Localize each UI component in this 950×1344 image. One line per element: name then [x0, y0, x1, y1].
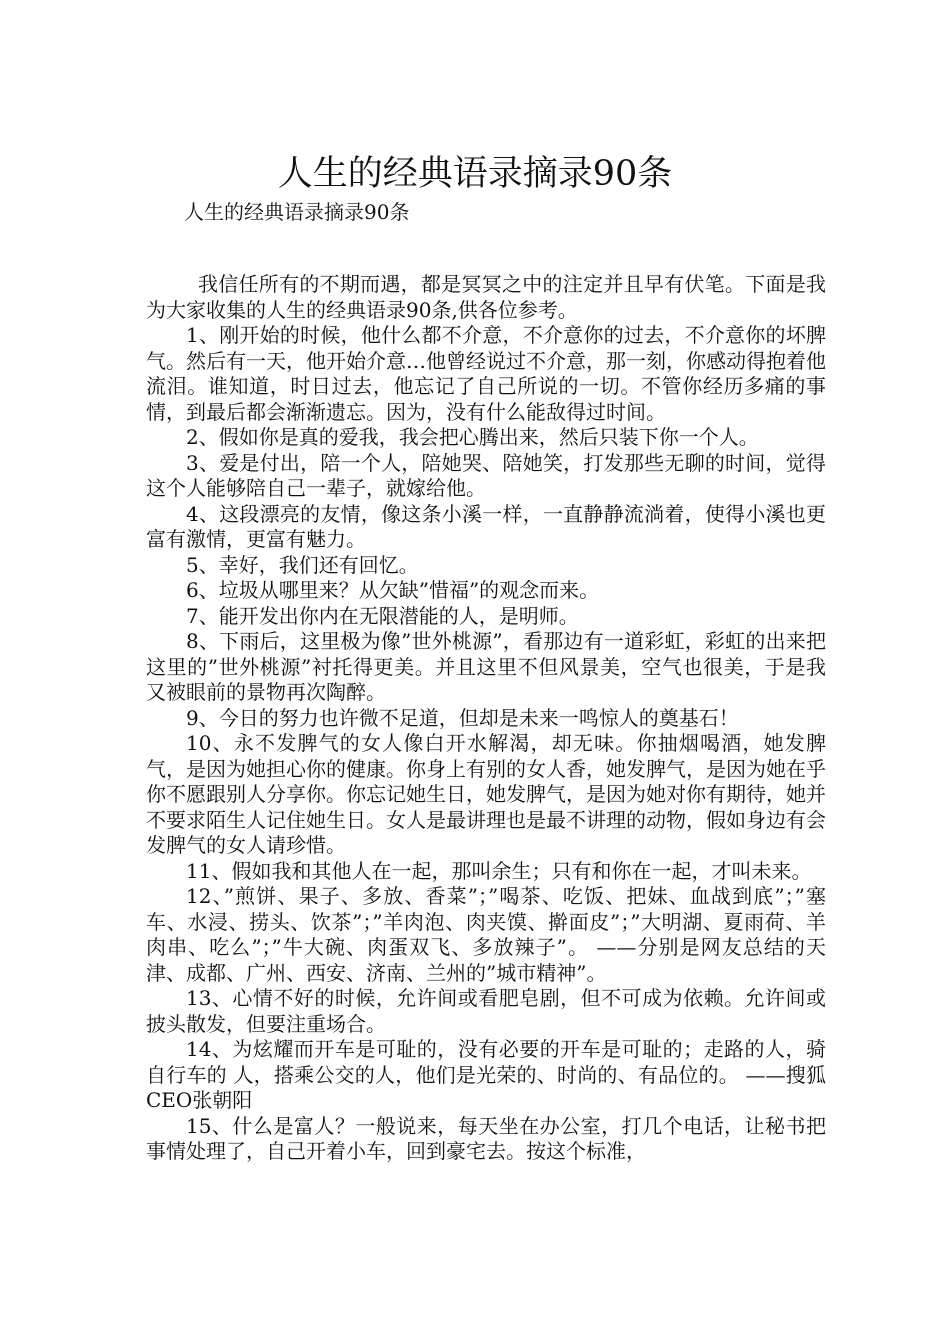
paragraph-intro: 我信任所有的不期而遇，都是冥冥之中的注定并且早有伏笔。下面是我为大家收集的人生的经典语录90条,供各位参考。 — [146, 272, 826, 322]
document-subtitle: 人生的经典语录摘录90条 — [184, 200, 410, 224]
paragraph-item: 12、”煎饼、果子、多放、香菜”；”喝茶、吃饭、把妹、血战到底”；”塞车、水浸、捞头、饮茶”；”羊肉泡、肉夹馍、擀面皮”；”大明湖、夏雨荷、羊肉串、吃么”；”牛大碗、肉蛋双飞、多放辣子”。 ——分别是网友总结的天津、成都、广州、西安、济南、兰州的”城市精神”。 — [146, 884, 826, 985]
document-title: 人生的经典语录摘录90条 — [277, 154, 673, 195]
paragraph-item: 11、假如我和其他人在一起，那叫余生；只有和你在一起，才叫未来。 — [186, 858, 812, 883]
paragraph-item: 14、为炫耀而开车是可耻的，没有必要的开车是可耻的；走路的人，骑自行车的 人，搭乘公交的人，他们是光荣的、时尚的、有品位的。 ——搜狐CEO张朝阳 — [146, 1037, 826, 1112]
paragraph-item: 3、爱是付出，陪一个人，陪她哭、陪她笑，打发那些无聊的时间，觉得这个人能够陪自己一辈子，就嫁给他。 — [146, 450, 826, 500]
paragraph-item: 13、心情不好的时候，允许间或看肥皂剧，但不可成为依赖。允许间或披头散发，但要注重场合。 — [146, 986, 826, 1036]
paragraph-item: 8、下雨后，这里极为像”世外桃源”，看那边有一道彩虹，彩虹的出来把这里的”世外桃源”衬托得更美。并且这里不但风景美，空气也很美，于是我又被眼前的景物再次陶醉。 — [146, 629, 826, 704]
paragraph-item: 4、这段漂亮的友情，像这条小溪一样，一直静静流淌着，使得小溪也更富有激情，更富有魅力。 — [146, 501, 826, 551]
paragraph-item: 15、什么是富人？一般说来，每天坐在办公室，打几个电话，让秘书把事情处理了，自己开着小车，回到豪宅去。按这个标准， — [146, 1113, 826, 1163]
paragraph-item: 7、能开发出你内在无限潜能的人，是明师。 — [186, 603, 579, 628]
paragraph-item: 10、永不发脾气的女人像白开水解渴，却无味。你抽烟喝酒，她发脾气，是因为她担心你的健康。你身上有别的女人香，她发脾气，是因为她在乎你不愿跟别人分享你。你忘记她生日，她发脾气，是因为她对你有期待，她并不要求陌生人记住她生日。女人是最讲理也是最不讲理的动物，假如身边有会发脾气的女人请珍惜。 — [146, 731, 826, 857]
document-body — [146, 272, 826, 1165]
paragraph-item: 6、垃圾从哪里来？从欠缺”惜福”的观念而来。 — [186, 578, 600, 602]
paragraph-item: 9、今日的努力也许微不足道，但却是未来一鸣惊人的奠基石！ — [186, 705, 739, 730]
paragraph-item: 5、幸好，我们还有回忆。 — [186, 552, 419, 577]
paragraph-item: 1、刚开始的时候，他什么都不介意，不介意你的过去，不介意你的坏脾气。然后有一天，他开始介意…他曾经说过不介意，那一刻，你感动得抱着他流泪。谁知道，时日过去，他忘记了自己所说的一切。不管你经历多痛的事情，到最后都会渐渐遗忘。因为，没有什么能敌得过时间。 — [146, 323, 826, 424]
paragraph-item: 2、假如你是真的爱我，我会把心腾出来，然后只装下你一个人。 — [186, 425, 759, 449]
